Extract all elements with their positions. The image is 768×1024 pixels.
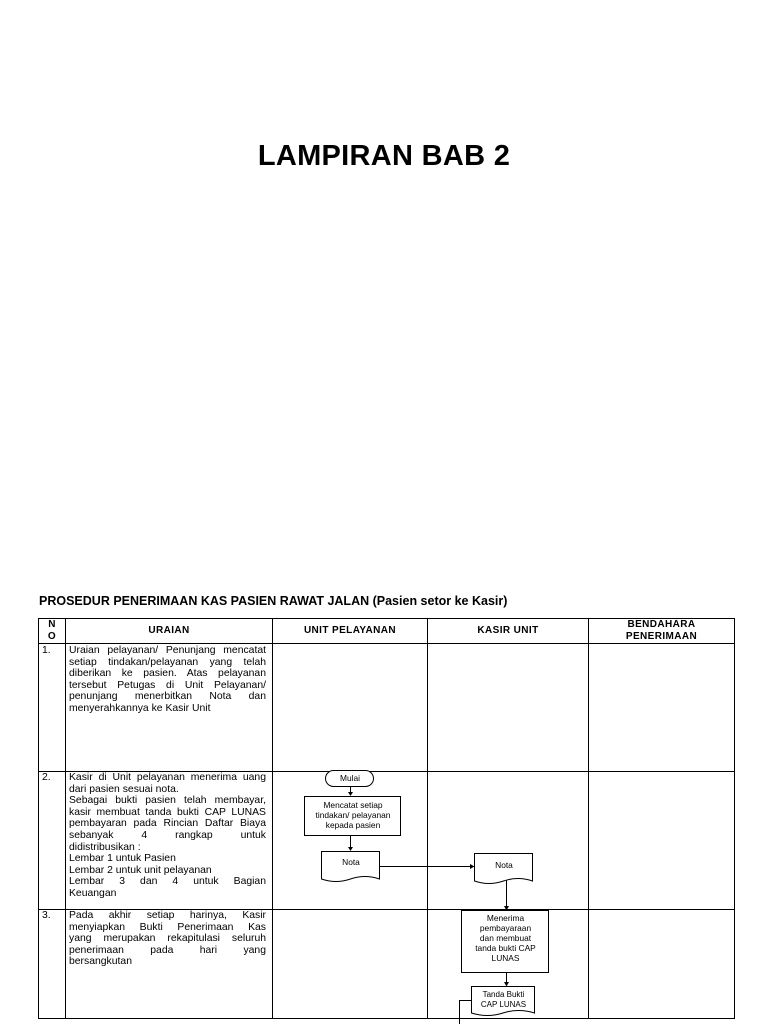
header-uraian: URAIAN: [148, 625, 190, 636]
header-bendahara-line2: PENERIMAAN: [625, 631, 698, 642]
document-nota-kasir-label: Nota: [495, 860, 513, 870]
document-bukti-line: CAP LUNAS: [480, 999, 527, 1009]
process-mencatat-label: [305, 800, 401, 830]
row-2-line: kasir membuat tanda bukti CAP LUNAS: [69, 806, 266, 818]
row-2-line: Sebagai bukti pasien telah membayar,: [69, 795, 266, 807]
row-2-uraian: [69, 772, 266, 900]
row-2-line: Kasir di Unit pelayanan menerima uang: [69, 772, 266, 783]
row-2-line: Keuangan: [69, 887, 117, 899]
document-bukti-line: Tanda Bukti: [482, 990, 525, 999]
process-menerima-line: tanda bukti CAP: [475, 943, 536, 953]
row-3-line: bersangkutan: [69, 956, 132, 968]
row-3-uraian: [69, 910, 266, 968]
row-1-no: 1.: [42, 645, 51, 656]
procedure-title-main: PROSEDUR PENERIMAAN KAS PASIEN RAWAT JALAN: [39, 594, 370, 608]
row-1-line: Uraian pelayanan/ Penunjang mencatat: [69, 645, 266, 656]
process-menerima-label: [462, 913, 549, 963]
row-3-line: Pada akhir setiap harinya, Kasir: [69, 910, 266, 921]
row-2-line: dari pasien sesuai nota.: [69, 783, 179, 795]
row-3-line: yang merupakan rekapitulasi seluruh: [69, 933, 266, 945]
page-title: LAMPIRAN BAB 2: [257, 140, 511, 172]
row-1-line: setiap tindakan/pelayanan yang telah: [69, 656, 266, 668]
row-3-line: menyiapkan Bukti Penerimaan Kas: [69, 921, 266, 933]
procedure-title-paren: (Pasien setor ke Kasir): [372, 594, 508, 608]
row-2-line: Lembar 1 untuk Pasien: [69, 853, 176, 865]
process-menerima-line: LUNAS: [491, 953, 520, 963]
row-2-line: pembayaran pada Rincian Daftar Biaya: [69, 818, 266, 830]
row-2-line: Lembar 2 untuk unit pelayanan: [69, 864, 212, 876]
process-menerima-line: pembayaraan: [479, 923, 532, 933]
header-bendahara: [589, 619, 734, 643]
header-no-line1: N: [48, 619, 56, 630]
row-3-line: penerimaan pada hari yang: [69, 944, 266, 956]
row-1-uraian: [69, 645, 266, 715]
document-bukti-label: [472, 990, 535, 1009]
row-2-line: sebanyak 4 rangkap untuk: [69, 829, 266, 841]
row-1-line: diberikan ke pasien. Atas pelayanan: [69, 668, 266, 680]
header-unit-pelayanan: UNIT PELAYANAN: [303, 625, 397, 636]
row-1-line: tersebut Petugas di Unit Pelayanan/: [69, 679, 266, 691]
row-1-line: menyerahkannya ke Kasir Unit: [69, 702, 211, 714]
row-2-line: Lembar 3 dan 4 untuk Bagian: [69, 876, 266, 888]
header-no: [39, 619, 65, 643]
arrowhead-3: [470, 864, 475, 869]
document-nota-unit-label: Nota: [342, 857, 360, 867]
row-1-line: penunjang menerbitkan Nota dan: [69, 691, 266, 703]
row-2-line: didistribusikan :: [69, 841, 141, 853]
process-menerima-line: Menerima: [486, 913, 525, 923]
row-2-no: 2.: [42, 772, 51, 783]
arrowhead-2: [348, 847, 353, 851]
header-kasir-unit: KASIR UNIT: [477, 625, 539, 636]
arrowhead-1: [348, 792, 353, 796]
process-mencatat-line: Mencatat setiap: [323, 800, 383, 810]
start-label: Mulai: [339, 773, 360, 783]
header-bendahara-line1: BENDAHARA: [627, 619, 696, 630]
process-menerima-line: dan membuat: [479, 933, 532, 943]
row-3-no: 3.: [42, 910, 51, 921]
process-mencatat-line: kepada pasien: [325, 820, 381, 830]
arrowhead-5: [504, 982, 509, 987]
process-mencatat-line: tindakan/ pelayanan: [315, 810, 391, 820]
header-no-line2: O: [47, 631, 57, 642]
